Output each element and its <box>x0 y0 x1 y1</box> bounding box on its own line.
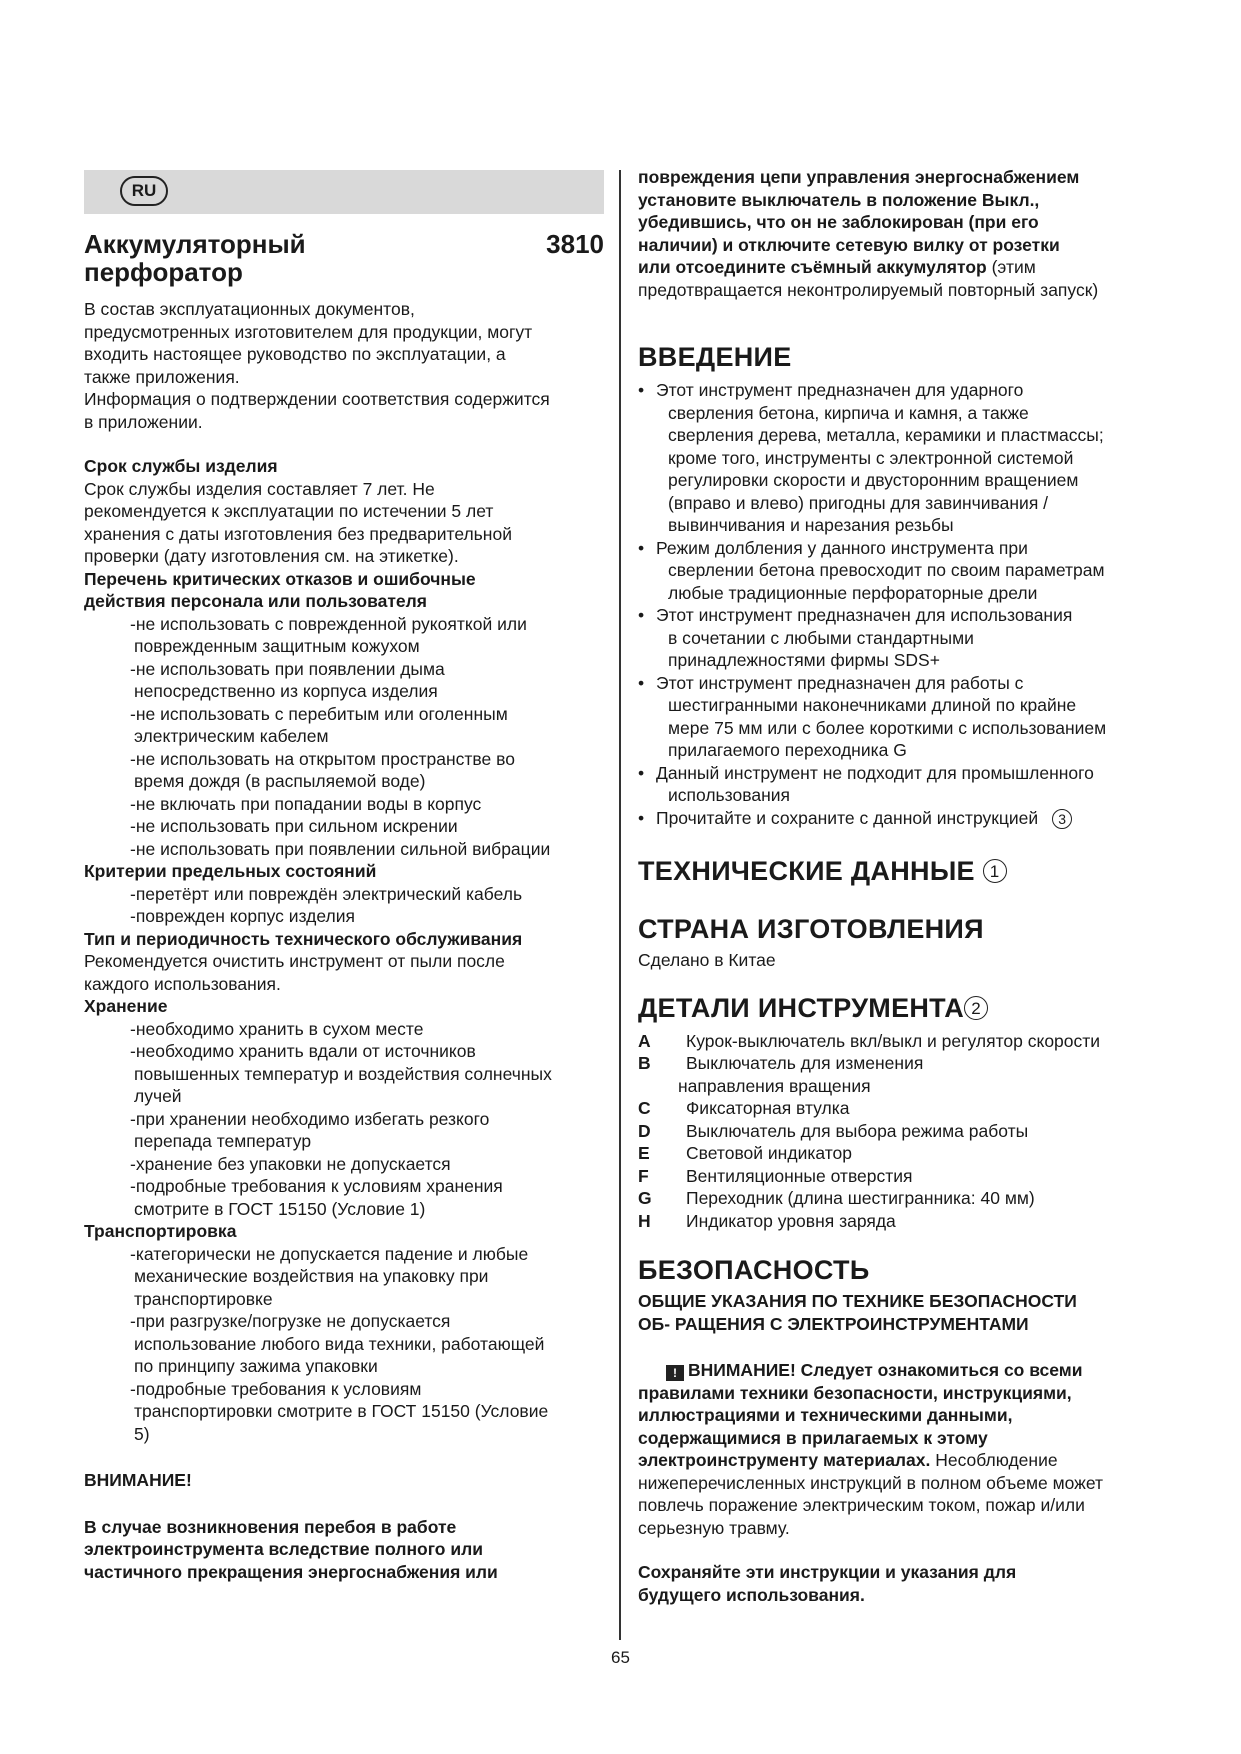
maintenance-line: каждого использования. <box>84 973 281 994</box>
figure-ref-3: 3 <box>1052 809 1072 829</box>
attention-continued-line: предотвращается неконтролируемый повторный запуск) <box>638 279 1099 300</box>
warning-line: содержащимися в прилагаемых к этому <box>638 1427 988 1448</box>
part-label: Выключатель для изменения <box>686 1053 924 1073</box>
tech-data-heading <box>638 855 1160 887</box>
part-label: Фиксаторная втулка <box>686 1098 850 1118</box>
list-item: 5) <box>134 1423 150 1444</box>
part-label: Курок-выключатель вкл/выкл и регулятор скорости <box>686 1030 1101 1051</box>
attention-line: электроинструмента вследствие полного или <box>84 1539 483 1559</box>
transport-heading: Транспортировка <box>84 1221 237 1241</box>
title-line-2: перфоратор <box>84 257 243 287</box>
page-number: 65 <box>611 1648 630 1667</box>
bullet-item <box>638 604 1160 672</box>
bullet-line: • Данный инструмент не подходит для промышленного <box>656 762 1094 783</box>
list-item: поврежденным защитным кожухом <box>134 636 420 656</box>
warning-line: повлечь поражение электрическим током, пожар и/или <box>638 1495 1085 1515</box>
warning-line: серьезную травму. <box>638 1517 790 1538</box>
mixed-bold-text: или отсоедините съёмный аккумулятор <box>638 257 987 277</box>
bullet-line: принадлежностями фирмы SDS+ <box>668 650 940 670</box>
attention-line: В случае возникновения перебоя в работе <box>84 1516 457 1537</box>
attention-continued-line: повреждения цепи управления энергоснабжением <box>638 167 1080 187</box>
parts-heading <box>638 992 1160 1024</box>
service-life-heading: Срок службы изделия <box>84 456 278 476</box>
bullet-line: использования <box>668 785 790 805</box>
bullet-line: (вправо и влево) пригодны для завинчивания / <box>668 492 1049 513</box>
part-label: Индикатор уровня заряда <box>686 1210 896 1231</box>
intro-text <box>84 298 604 433</box>
intro-line: в приложении. <box>84 411 203 432</box>
list-item: время дождя (в распыляемой воде) <box>134 771 426 791</box>
attention-line: частичного прекращения энергоснабжения или <box>84 1561 498 1582</box>
list-item: -хранение без упаковки не допускается <box>130 1153 451 1174</box>
safety-subheading-line: ОБ- РАЩЕНИЯ С ЭЛЕКТРОИНСТРУМЕНТАМИ <box>638 1313 1029 1334</box>
bullet-line: прилагаемого переходника G <box>668 740 907 760</box>
tech-data-title: ТЕХНИЧЕСКИЕ ДАННЫЕ <box>638 856 975 886</box>
warning-line: иллюстрациями и техническими данными, <box>638 1405 1013 1425</box>
part-key: E <box>638 1143 650 1163</box>
list-item: по принципу зажима упаковки <box>134 1356 378 1376</box>
list-item: непосредственно из корпуса изделия <box>134 681 438 701</box>
list-item: повышенных температур и воздействия солнечных <box>134 1063 552 1084</box>
list-item: -подробные требования к условиям <box>130 1378 422 1399</box>
mixed-bold-text: электроинструменту материалах. <box>638 1450 931 1470</box>
attention-continued-mixed <box>638 256 1160 279</box>
part-key: G <box>638 1188 652 1208</box>
country-heading: СТРАНА ИЗГОТОВЛЕНИЯ <box>638 914 984 944</box>
left-column <box>84 170 604 1583</box>
part-label: направления вращения <box>678 1075 871 1096</box>
list-item: -при разгрузке/погрузке не допускается <box>130 1311 451 1331</box>
list-item: транспортировки смотрите в ГОСТ 15150 (Условие <box>134 1401 549 1421</box>
list-item: -категорически не допускается падение и любые <box>130 1243 529 1264</box>
continued-attention <box>638 166 1160 301</box>
warning-line: нижеперечисленных инструкций в полном объеме может <box>638 1472 1104 1493</box>
parts-item <box>638 1210 1160 1233</box>
bullet-line: • Этот инструмент предназначен для использования <box>656 605 1073 625</box>
intro-line: Информация о подтверждении соответствия содержится <box>84 389 550 409</box>
language-bar <box>84 170 604 214</box>
list-item: механические воздействия на упаковку при <box>134 1266 489 1286</box>
bullet-line: • Этот инструмент предназначен для работы с <box>656 672 1024 693</box>
maintenance-heading: Тип и периодичность технического обслуживания <box>84 928 523 949</box>
list-item: использование любого вида техники, работающей <box>134 1333 545 1354</box>
limit-states-section <box>84 860 604 928</box>
bullet-item <box>638 807 1160 830</box>
list-item: смотрите в ГОСТ 15150 (Условие 1) <box>134 1198 426 1219</box>
parts-item <box>638 1187 1160 1210</box>
part-label: Переходник (длина шестигранника: 40 мм) <box>686 1188 1035 1208</box>
bullet-line: мере 75 мм или с более короткими с использованием <box>668 717 1107 738</box>
attention-text <box>84 1516 604 1584</box>
list-item: -не использовать с поврежденной рукояткой или <box>130 613 527 634</box>
list-item: -подробные требования к условиям хранения <box>130 1176 503 1196</box>
list-item: -не использовать на открытом пространстве во <box>130 748 515 769</box>
part-key: H <box>638 1210 651 1231</box>
service-life-line: рекомендуется к эксплуатации по истечении 5 лет <box>84 501 494 521</box>
warning-text: ВНИМАНИЕ! Следует ознакомиться со всеми <box>688 1360 1083 1380</box>
parts-title: ДЕТАЛИ ИНСТРУМЕНТА <box>638 992 965 1023</box>
save-line: будущего использования. <box>638 1584 865 1605</box>
failures-heading: Перечень критических отказов и ошибочные <box>84 568 476 589</box>
list-item: -поврежден корпус изделия <box>130 906 355 926</box>
intro-line: предусмотренных изготовителем для продукции, могут <box>84 321 533 342</box>
warning-icon: ! <box>666 1365 684 1381</box>
mixed-normal-text: (этим <box>986 257 1036 277</box>
intro-line: также приложения. <box>84 366 240 387</box>
list-item: -необходимо хранить вдали от источников <box>130 1041 476 1061</box>
transport-section <box>84 1220 604 1445</box>
storage-section <box>84 995 604 1220</box>
warning-line: правилами техники безопасности, инструкциями, <box>638 1382 1072 1403</box>
maintenance-line: Рекомендуется очистить инструмент от пыли после <box>84 951 505 971</box>
attention-label: ВНИМАНИЕ! <box>84 1470 192 1490</box>
bullet-line: регулировки скорости и двусторонним вращением <box>668 470 1079 490</box>
language-badge: RU <box>120 176 168 206</box>
bullet-item <box>638 379 1160 537</box>
warning-mixed-line <box>638 1449 1160 1472</box>
list-item: -не использовать с перебитым или оголенным <box>130 703 508 724</box>
attention-continued-line: убедившись, что он не заблокирован (при его <box>638 212 1039 232</box>
bullet-line: • Этот инструмент предназначен для ударного <box>656 380 1024 400</box>
bullet-line: Прочитайте и сохраните с данной инструкцией <box>656 807 1039 828</box>
safety-subheading-line: ОБЩИЕ УКАЗАНИЯ ПО ТЕХНИКЕ БЕЗОПАСНОСТИ <box>638 1291 1077 1311</box>
bullet-line: сверления бетона, кирпича и камня, а также <box>668 402 1029 423</box>
save-line: Сохраняйте эти инструкции и указания для <box>638 1562 1017 1582</box>
safety-subheading <box>638 1290 1160 1335</box>
part-key: C <box>638 1098 651 1118</box>
bullet-line: сверлении бетона превосходит по своим параметрам <box>668 560 1105 580</box>
list-item: -перетёрт или повреждён электрический кабель <box>130 883 523 904</box>
parts-list <box>638 1030 1160 1233</box>
list-item: -необходимо хранить в сухом месте <box>130 1018 424 1039</box>
list-item: электрическим кабелем <box>134 726 329 746</box>
page-title <box>84 230 306 286</box>
country-text: Сделано в Китае <box>638 950 776 970</box>
part-key: F <box>638 1165 649 1186</box>
parts-item <box>638 1030 1160 1053</box>
part-label: Выключатель для выбора режима работы <box>686 1120 1029 1141</box>
mixed-normal-text: Несоблюдение <box>930 1450 1058 1470</box>
introduction-heading: ВВЕДЕНИЕ <box>638 342 792 372</box>
limit-states-list <box>84 883 604 928</box>
safety-warning <box>638 1359 1160 1539</box>
service-life-line: Срок службы изделия составляет 7 лет. Не <box>84 478 435 499</box>
introduction-list <box>638 379 1160 829</box>
list-item: -не использовать при появлении дыма <box>130 658 445 679</box>
bullet-line: вывинчивания и нарезания резьбы <box>668 515 954 535</box>
part-key: D <box>638 1120 651 1141</box>
save-instructions <box>638 1561 1160 1606</box>
bullet-item <box>638 762 1160 807</box>
failures-list <box>84 613 604 861</box>
service-life-section <box>84 455 604 568</box>
parts-item <box>638 1165 1160 1188</box>
bullet-item <box>638 537 1160 605</box>
list-item: перепада температур <box>134 1131 312 1151</box>
list-item: -не использовать при сильном искрении <box>130 816 458 836</box>
part-key: A <box>638 1030 651 1051</box>
bullet-line: шестигранными наконечниками длиной по крайне <box>668 695 1077 715</box>
intro-line: входить настоящее руководство по эксплуатации, а <box>84 344 506 364</box>
bullet-item <box>638 672 1160 762</box>
intro-line: В состав эксплуатационных документов, <box>84 299 415 319</box>
transport-list <box>84 1243 604 1446</box>
parts-item <box>638 1097 1160 1120</box>
bullet-line: кроме того, инструменты с электронной системой <box>668 447 1074 468</box>
storage-heading: Хранение <box>84 996 168 1016</box>
title-row <box>84 230 604 286</box>
part-key: B <box>638 1053 651 1073</box>
title-line-1: Аккумуляторный <box>84 229 306 259</box>
model-number: 3810 <box>546 229 604 259</box>
parts-item <box>638 1142 1160 1165</box>
service-life-line: проверки (дату изготовления см. на этикетке). <box>84 546 459 566</box>
bullet-line: • Режим долбления у данного инструмента при <box>656 537 1028 558</box>
bullet-line: сверления дерева, металла, керамики и пластмассы; <box>668 425 1104 445</box>
limit-states-heading: Критерии предельных состояний <box>84 861 377 881</box>
service-life-line: хранения с даты изготовления без предварительной <box>84 523 512 544</box>
safety-heading: БЕЗОПАСНОСТЬ <box>638 1255 870 1285</box>
list-item: -не использовать при появлении сильной вибрации <box>130 838 551 859</box>
list-item: лучей <box>134 1086 182 1106</box>
parts-item <box>638 1075 1160 1098</box>
attention-continued-line: наличии) и отключите сетевую вилку от розетки <box>638 234 1060 255</box>
bullet-line: любые традиционные перфораторные дрели <box>668 582 1038 603</box>
parts-item <box>638 1052 1160 1075</box>
parts-item <box>638 1120 1160 1143</box>
list-item: -не включать при попадании воды в корпус <box>130 793 482 814</box>
part-key <box>638 1075 678 1098</box>
failures-heading: действия персонала или пользователя <box>84 591 427 611</box>
part-label: Вентиляционные отверстия <box>686 1165 913 1186</box>
list-item: -при хранении необходимо избегать резкого <box>130 1108 490 1129</box>
storage-list <box>84 1018 604 1221</box>
part-label: Световой индикатор <box>686 1143 853 1163</box>
attention-continued-line: установите выключатель в положение Выкл., <box>638 189 1040 210</box>
bullet-line: в сочетании с любыми стандартными <box>668 627 974 648</box>
figure-ref-1: 1 <box>983 859 1007 883</box>
failures-section <box>84 568 604 861</box>
right-column <box>638 166 1160 1606</box>
list-item: транспортировке <box>134 1288 273 1309</box>
figure-ref-2: 2 <box>964 996 988 1020</box>
column-divider <box>619 170 621 1640</box>
maintenance-section <box>84 928 604 996</box>
warning-line <box>638 1359 1160 1382</box>
